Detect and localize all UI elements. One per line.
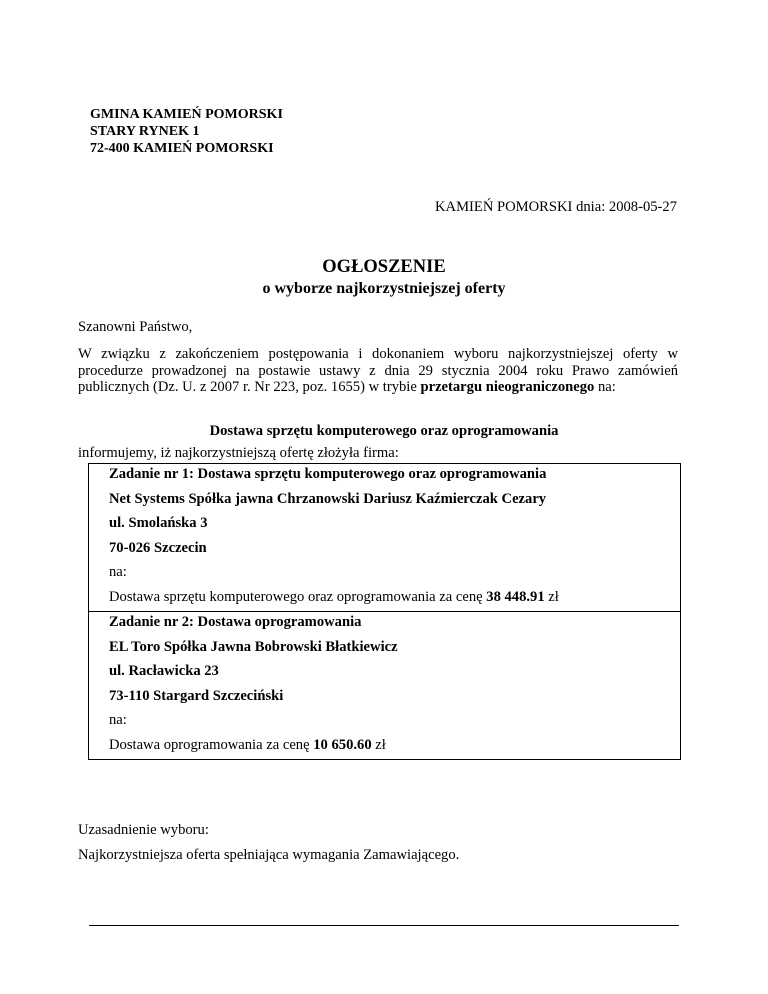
justification — [78, 818, 459, 868]
document-heading — [0, 256, 768, 300]
price-line — [109, 737, 680, 757]
intro-paragraph — [78, 346, 678, 396]
company-street: ul. Smolańska 3 — [109, 515, 208, 532]
inform-line: informujemy, iż najkorzystniejszą ofertę złożyła firma: — [78, 445, 399, 461]
document-subtitle: o wyborze najkorzystniejszej oferty — [262, 280, 506, 297]
company-name: Net Systems Spółka jawna Chrzanowski Dariusz Kaźmierczak Cezary — [109, 490, 547, 507]
company-street: ul. Racławicka 23 — [109, 663, 219, 680]
price-text: Dostawa sprzętu komputerowego oraz oprogramowania za cenę — [109, 588, 487, 605]
company-city: 70-026 Szczecin — [109, 539, 207, 556]
task-2 — [89, 611, 680, 759]
task-1 — [89, 464, 680, 611]
justification-text: Najkorzystniejsza oferta spełniająca wymagania Zamawiającego. — [78, 847, 460, 863]
price-value: 38 448.91 — [486, 588, 545, 605]
company-city: 73-110 Stargard Szczeciński — [109, 687, 284, 704]
price-text: Dostawa oprogramowania za cenę — [109, 736, 314, 753]
na-label: na: — [109, 564, 127, 581]
na-label: na: — [109, 712, 127, 729]
sender-city: 72-400 KAMIEŃ POMORSKI — [90, 141, 274, 156]
greeting: Szanowni Państwo, — [78, 319, 193, 335]
procedure-mode: przetargu nieograniczonego — [420, 379, 595, 395]
intro-tail: na: — [594, 379, 616, 395]
price-currency: zł — [371, 736, 386, 753]
sender-address — [90, 106, 283, 157]
intro-text: W związku z zakończeniem postępowania i dokonaniem wyboru najkorzystniejszej oferty w procedurze prowadzonej na postawie ustawy z dnia 29 stycznia 2004 roku Prawo zamówień publicznych (Dz. U. z 2007 r. Nr 223, poz. 1655) w trybie — [78, 346, 678, 395]
company-name: EL Toro Spółka Jawna Bobrowski Błatkiewicz — [109, 638, 398, 655]
tender-subject: Dostawa sprzętu komputerowego oraz oprogramowania — [209, 423, 559, 439]
price-currency: zł — [544, 588, 559, 605]
task-title: Zadanie nr 2: Dostawa oprogramowania — [109, 613, 362, 630]
price-line — [109, 589, 680, 609]
document-title: OGŁOSZENIE — [322, 257, 446, 277]
price-value: 10 650.60 — [313, 736, 372, 753]
justification-label: Uzasadnienie wyboru: — [78, 822, 209, 838]
task-title: Zadanie nr 1: Dostawa sprzętu komputerowego oraz oprogramowania — [109, 466, 547, 482]
footer-divider — [89, 925, 679, 926]
offers-table — [88, 463, 681, 760]
sender-name: GMINA KAMIEŃ POMORSKI — [90, 107, 283, 122]
place-date: KAMIEŃ POMORSKI dnia: 2008-05-27 — [434, 199, 677, 215]
sender-street: STARY RYNEK 1 — [90, 124, 200, 139]
